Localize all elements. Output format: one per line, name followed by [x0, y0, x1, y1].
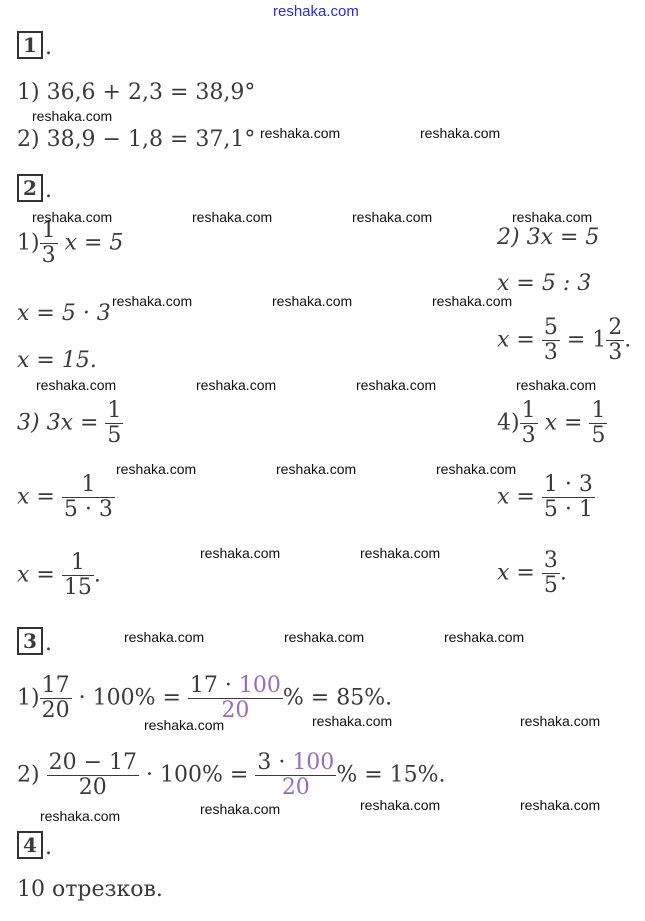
equation: x = — [497, 560, 535, 586]
denominator: 3 — [521, 423, 536, 448]
numerator: 5 — [543, 315, 558, 340]
denominator: 20 — [78, 775, 107, 800]
equation: x = — [497, 484, 535, 510]
numerator: 1 — [591, 398, 606, 423]
task2-part4-line3 — [497, 549, 567, 598]
watermark: reshaka.com — [436, 461, 517, 477]
task-number-dot: . — [45, 178, 52, 203]
task1-line1: 1) 36,6 + 2,3 = 38,9° — [17, 80, 256, 105]
result: % = 15%. — [336, 762, 446, 788]
period: . — [624, 327, 632, 353]
task2-part2-line1: 2) 3x = 5 — [497, 225, 600, 250]
numerator: 1 — [41, 218, 56, 243]
task4-answer: 10 отрезков. — [17, 877, 163, 902]
task2-part1-line1 — [17, 219, 123, 268]
task2-part3-line2 — [17, 473, 115, 522]
watermark: reshaka.com — [312, 713, 393, 729]
part-label: 1) — [17, 685, 40, 711]
result: % = 85%. — [282, 685, 393, 711]
fraction — [40, 219, 58, 268]
watermark: reshaka.com — [420, 125, 501, 141]
watermark: reshaka.com — [360, 797, 441, 813]
denominator: 5 — [107, 423, 122, 448]
period: . — [93, 562, 101, 588]
task3-line2 — [17, 751, 446, 800]
numerator: 1 — [521, 398, 536, 423]
task-number-dot: . — [45, 631, 52, 656]
task-number: 1 — [23, 33, 37, 57]
denominator: 3 — [543, 340, 558, 365]
watermark: reshaka.com — [196, 377, 277, 393]
denominator: 5 — [543, 573, 558, 598]
fraction — [520, 399, 538, 448]
part-label: 1) — [17, 230, 40, 256]
fraction — [255, 751, 336, 800]
watermark: reshaka.com — [512, 209, 593, 225]
task-number-dot: . — [45, 35, 52, 60]
fraction — [62, 473, 115, 522]
part-label: 2) — [17, 762, 40, 788]
watermark: reshaka.com — [192, 209, 273, 225]
numerator: 1 — [107, 398, 122, 423]
watermark: reshaka.com — [444, 629, 525, 645]
equation: x = — [544, 410, 583, 436]
fraction — [542, 473, 595, 522]
watermark: reshaka.com — [112, 293, 193, 309]
denominator: 3 — [41, 243, 56, 268]
numerator: 1 — [62, 473, 115, 498]
task-number-box — [17, 831, 43, 859]
task-number: 3 — [23, 629, 37, 653]
task-number-box — [17, 174, 43, 202]
task1-line2: 2) 38,9 − 1,8 = 37,1° — [17, 127, 256, 152]
watermark: reshaka.com — [32, 108, 113, 124]
watermark: reshaka.com — [284, 629, 365, 645]
task2-part2-line2: x = 5 : 3 — [497, 271, 592, 296]
period: . — [559, 560, 567, 586]
watermark: reshaka.com — [260, 125, 341, 141]
equation: x = — [17, 562, 55, 588]
task2-part4-line1 — [497, 399, 607, 448]
denominator: 5 · 1 — [543, 497, 593, 522]
watermark: reshaka.com — [40, 808, 121, 824]
watermark: reshaka.com — [116, 461, 197, 477]
watermark: reshaka.com — [360, 545, 441, 561]
fraction — [47, 751, 139, 800]
denominator: 20 — [221, 698, 250, 723]
fraction — [105, 399, 123, 448]
fraction — [542, 549, 560, 598]
task2-part1-line3: x = 15. — [17, 348, 97, 373]
watermark: reshaka.com — [272, 293, 353, 309]
denominator: 5 · 3 — [63, 497, 113, 522]
numerator: 17 — [41, 673, 70, 698]
fraction — [606, 316, 624, 365]
watermark: reshaka.com — [124, 629, 205, 645]
watermark: reshaka.com — [36, 377, 117, 393]
watermark: reshaka.com — [352, 209, 433, 225]
numerator-highlight: 100 — [292, 750, 335, 775]
numerator: 20 − 17 — [48, 750, 138, 775]
watermark: reshaka.com — [432, 293, 513, 309]
watermark: reshaka.com — [32, 209, 113, 225]
task2-part4-line2 — [497, 473, 595, 522]
watermark: reshaka.com — [516, 377, 597, 393]
expression: · 100% = — [78, 685, 181, 711]
watermark: reshaka.com — [200, 801, 281, 817]
numerator — [188, 674, 283, 699]
watermark-top: reshaka.com — [273, 3, 359, 20]
fraction — [188, 674, 283, 723]
numerator: 3 — [543, 548, 558, 573]
watermark: reshaka.com — [144, 717, 225, 733]
task2-part3-line3 — [17, 551, 101, 600]
task-number: 2 — [23, 176, 37, 200]
numerator-part: 17 · — [189, 673, 239, 698]
task-number: 4 — [23, 833, 37, 857]
numerator-part: 3 · — [257, 750, 293, 775]
fraction — [40, 674, 72, 723]
equation: x = — [17, 484, 55, 510]
task-number-dot: . — [45, 835, 52, 860]
denominator: 5 — [591, 423, 606, 448]
watermark: reshaka.com — [356, 377, 437, 393]
task2-part3-line1 — [17, 399, 123, 448]
denominator: 15 — [63, 575, 92, 600]
numerator: 2 — [608, 315, 623, 340]
numerator-highlight: 100 — [238, 673, 281, 698]
fraction — [62, 551, 94, 600]
equation: x = — [497, 327, 535, 353]
expression: · 100% = — [146, 762, 249, 788]
task2-part2-line3 — [497, 316, 631, 365]
fraction — [589, 399, 607, 448]
watermark: reshaka.com — [276, 461, 357, 477]
numerator: 1 — [62, 551, 94, 576]
task-number-box — [17, 627, 43, 655]
numerator: 1 · 3 — [543, 472, 593, 497]
task-number-box — [17, 31, 43, 59]
denominator: 20 — [281, 775, 310, 800]
denominator: 20 — [41, 698, 70, 723]
part-label: 4) — [497, 410, 520, 436]
equation: x = 5 — [64, 230, 124, 256]
watermark: reshaka.com — [520, 797, 601, 813]
watermark: reshaka.com — [520, 713, 601, 729]
denominator: 3 — [608, 340, 623, 365]
task2-part1-line2: x = 5 · 3 — [17, 301, 111, 326]
watermark: reshaka.com — [200, 545, 281, 561]
fraction — [542, 316, 560, 365]
equation: 3) 3x = — [17, 410, 99, 436]
numerator — [255, 751, 336, 776]
mixed-whole: = 1 — [566, 327, 607, 353]
